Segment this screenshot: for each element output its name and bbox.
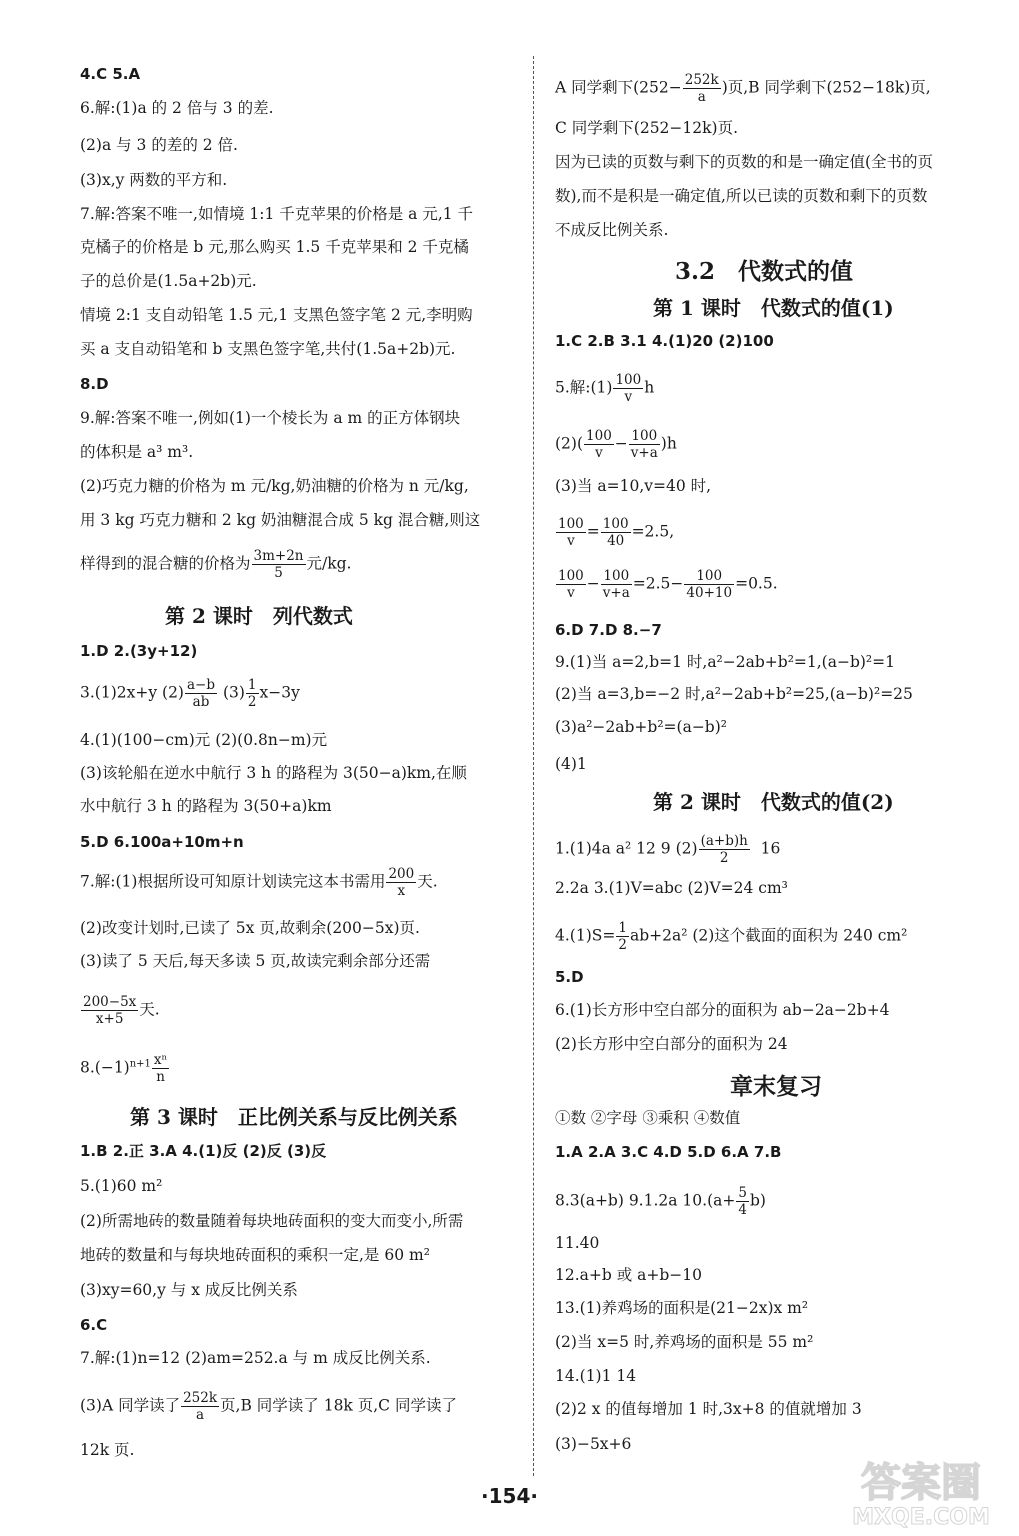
page-number: ·154· (481, 1484, 538, 1508)
answer-line: 11.40 (555, 1234, 600, 1252)
section-heading: 第 2 课时 代数式的值(2) (653, 790, 894, 814)
answer-line: 12k 页. (80, 1441, 135, 1459)
answer-line: 1.D 2.(3y+12) (80, 642, 198, 660)
fraction: $\frac{100}{v}$ (615, 372, 642, 405)
answer-line: (3)该轮船在逆水中航行 3 h 的路程为 3(50−a)km,在顺 (80, 764, 467, 782)
answer-line: 4.(1)S= $\frac{1}{2}$ ab+2a² (2)这个截面的面积为 240 cm² (555, 920, 908, 953)
answer-line: 2.2a 3.(1)V=abc (2)V=24 cm³ (555, 879, 788, 897)
fraction: $\frac{252k}{a}$ (183, 1390, 218, 1423)
fraction: $\frac{\text{xⁿ}}{n}$ (153, 1052, 168, 1085)
watermark-text: 答案圈 (861, 1460, 981, 1506)
answer-line: 子的总价是(1.5a+2b)元. (80, 272, 257, 290)
answer-line: 7.解:答案不唯一,如情境 1:1 千克苹果的价格是 a 元,1 千 (80, 205, 474, 223)
answer-line: (3)x,y 两数的平方和. (80, 171, 228, 189)
answer-line: 5.D 6.100a+10m+n (80, 833, 244, 851)
answer-line: C 同学剩下(252−12k)页. (555, 119, 738, 137)
answer-line: 5.D (555, 968, 584, 986)
answer-line: (3)a²−2ab+b²=(a−b)² (555, 718, 727, 736)
answer-line: 买 a 支自动铅笔和 b 支黑色签字笔,共付(1.5a+2b)元. (80, 340, 456, 358)
column-divider (533, 56, 534, 1476)
answer-line: (2)巧克力糖的价格为 m 元/kg,奶油糖的价格为 n 元/kg, (80, 477, 469, 495)
section-heading: 第 2 课时 列代数式 (165, 604, 353, 628)
answer-line: 不成反比例关系. (555, 221, 669, 239)
answer-line: $\frac{100}{v}$ − $\frac{100}{v+a}$ =2.5− $\frac{100}{40+10}$ =0.5. (558, 568, 778, 601)
fraction: $\frac{200}{x}$ (388, 866, 415, 899)
answer-line: 9.(1)当 a=2,b=1 时,a²−2ab+b²=1,(a−b)²=1 (555, 653, 895, 671)
answer-line: 地砖的数量和与每块地砖面积的乘积一定,是 60 m² (80, 1246, 430, 1264)
fraction: $\frac{a-b}{ab}$ (186, 677, 215, 710)
fraction: $\frac{252k}{a}$ (684, 72, 719, 105)
answer-line: 数),而不是积是一确定值,所以已读的页数和剩下的页数 (555, 187, 928, 205)
answer-line: (3)当 a=10,v=40 时, (555, 477, 712, 495)
answer-line: $8.(-1)^{n+1}$ $\frac{\text{xⁿ}}{n}$ (80, 1052, 168, 1085)
answer-line: 水中航行 3 h 的路程为 3(50+a)km (80, 797, 332, 815)
answer-line: (2)改变计划时,已读了 5x 页,故剩余(200−5x)页. (80, 919, 420, 937)
answer-line: (2)a 与 3 的差的 2 倍. (80, 136, 238, 154)
answer-line: 12.a+b 或 a+b−10 (555, 1266, 703, 1284)
answer-line: (2)当 a=3,b=−2 时,a²−2ab+b²=25,(a−b)²=25 (555, 685, 913, 703)
answer-line: 1.C 2.B 3.1 4.(1)20 (2)100 (555, 332, 774, 350)
answer-line: 因为已读的页数与剩下的页数的和是一确定值(全书的页 (555, 153, 934, 171)
answer-line: 用 3 kg 巧克力糖和 2 kg 奶油糖混合成 5 kg 混合糖,则这 (80, 511, 481, 529)
answer-line: 7.解:(1)根据所设可知原计划读完这本书需用 $\frac{200}{x}$ 天. (80, 866, 438, 899)
section-heading: 第 3 课时 正比例关系与反比例关系 (130, 1105, 458, 1129)
fraction: $\frac{100}{v+a}$ (630, 428, 658, 461)
fraction: $\frac{1}{2}$ (618, 920, 627, 953)
fraction: $\frac{(a+b)h}{2}$ (700, 833, 748, 866)
answer-line: (3)xy=60,y 与 x 成反比例关系 (80, 1281, 298, 1299)
section-heading: 章末复习 (730, 1073, 822, 1100)
answer-line: 1.B 2.正 3.A 4.(1)反 (2)反 (3)反 (80, 1142, 327, 1160)
fraction: $\frac{200-5x}{x+5}$ (83, 994, 137, 1027)
fraction: $\frac{100}{40+10}$ (686, 568, 733, 601)
answer-line: 8.3(a+b) 9.1.2a 10.(a+ $\frac{5}{4}$ b) (555, 1185, 766, 1218)
answer-line: 4.(1)(100−cm)元 (2)(0.8n−m)元 (80, 731, 328, 749)
chapter-heading: 3.2 代数式的值 (675, 258, 854, 285)
answer-line: (3)−5x+6 (555, 1435, 632, 1453)
answer-line: 样得到的混合糖的价格为 $\frac{3m+2n}{5}$ 元/kg. (80, 548, 352, 581)
answer-line: (2)所需地砖的数量随着每块地砖面积的变大而变小,所需 (80, 1212, 464, 1230)
fraction: $\frac{5}{4}$ (738, 1185, 747, 1218)
answer-line: 8.D (80, 375, 109, 393)
answer-line: 5.(1)60 m² (80, 1177, 163, 1195)
section-heading: 第 1 课时 代数式的值(1) (653, 296, 894, 320)
fraction: $\frac{100}{40}$ (602, 516, 629, 549)
answer-line: 6.D 7.D 8.−7 (555, 621, 662, 639)
watermark-logo (831, 1452, 1011, 1530)
answer-line: $\frac{200-5x}{x+5}$ 天. (83, 994, 160, 1027)
answer-line: 6.解:(1)a 的 2 倍与 3 的差. (80, 99, 274, 117)
answer-line: ①数 ②字母 ③乘积 ④数值 (555, 1109, 741, 1127)
answer-line: (2)( $\frac{100}{v}$ − $\frac{100}{v+a}$ )h (555, 428, 677, 461)
fraction: $\frac{100}{v}$ (558, 516, 584, 549)
answer-line: $\frac{100}{v}$ = $\frac{100}{40}$ =2.5, (558, 516, 675, 549)
answer-line: 14.(1)1 14 (555, 1367, 637, 1385)
answer-line: (2)当 x=5 时,养鸡场的面积是 55 m² (555, 1333, 814, 1351)
answer-line: 13.(1)养鸡场的面积是(21−2x)x m² (555, 1299, 809, 1317)
fraction: $\frac{1}{2}$ (247, 677, 257, 710)
answer-line: 3.(1)2x+y (2) $\frac{a-b}{ab}$ (3) $\frac{1}{2}$ x−3y (80, 677, 300, 710)
answer-line: 1.A 2.A 3.C 4.D 5.D 6.A 7.B (555, 1143, 782, 1161)
watermark-subtext: MXQE.COM (852, 1505, 990, 1530)
answer-line: 4.C 5.A (80, 65, 141, 83)
answer-line: (3)读了 5 天后,每天多读 5 页,故读完剩余部分还需 (80, 952, 431, 970)
fraction: $\frac{100}{v}$ (586, 428, 612, 461)
answer-line: (2)2 x 的值每增加 1 时,3x+8 的值就增加 3 (555, 1400, 862, 1418)
answer-line: 7.解:(1)n=12 (2)am=252.a 与 m 成反比例关系. (80, 1349, 431, 1367)
answer-line: (2)长方形中空白部分的面积为 24 (555, 1035, 788, 1053)
answer-line: (4)1 (555, 755, 587, 773)
answer-line: 克橘子的价格是 b 元,那么购买 1.5 千克苹果和 2 千克橘 (80, 238, 469, 256)
fraction: $\frac{3m+2n}{5}$ (253, 548, 304, 581)
answer-line: 6.C (80, 1316, 108, 1334)
fraction: $\frac{100}{v+a}$ (602, 568, 630, 601)
answer-line: 5.解:(1) $\frac{100}{v}$ h (555, 372, 655, 405)
answer-line: 情境 2:1 支自动铅笔 1.5 元,1 支黑色签字笔 2 元,李明购 (80, 306, 473, 324)
answer-line: 6.(1)长方形中空白部分的面积为 ab−2a−2b+4 (555, 1001, 890, 1019)
answer-line: 9.解:答案不唯一,例如(1)一个棱长为 a m 的正方体钢块 (80, 409, 461, 427)
answer-line: 的体积是 a³ m³. (80, 443, 194, 461)
answer-line: 1.(1)4a a² 12 9 (2) $\frac{(a+b)h}{2}$ 16 (555, 833, 781, 866)
answer-line: (3)A 同学读了 $\frac{252k}{a}$ 页,B 同学读了 18k 页,C 同学读了 (80, 1390, 457, 1423)
answer-line: A 同学剩下(252− $\frac{252k}{a}$ )页,B 同学剩下(252−18k)页, (555, 72, 931, 105)
fraction: $\frac{100}{v}$ (558, 568, 584, 601)
